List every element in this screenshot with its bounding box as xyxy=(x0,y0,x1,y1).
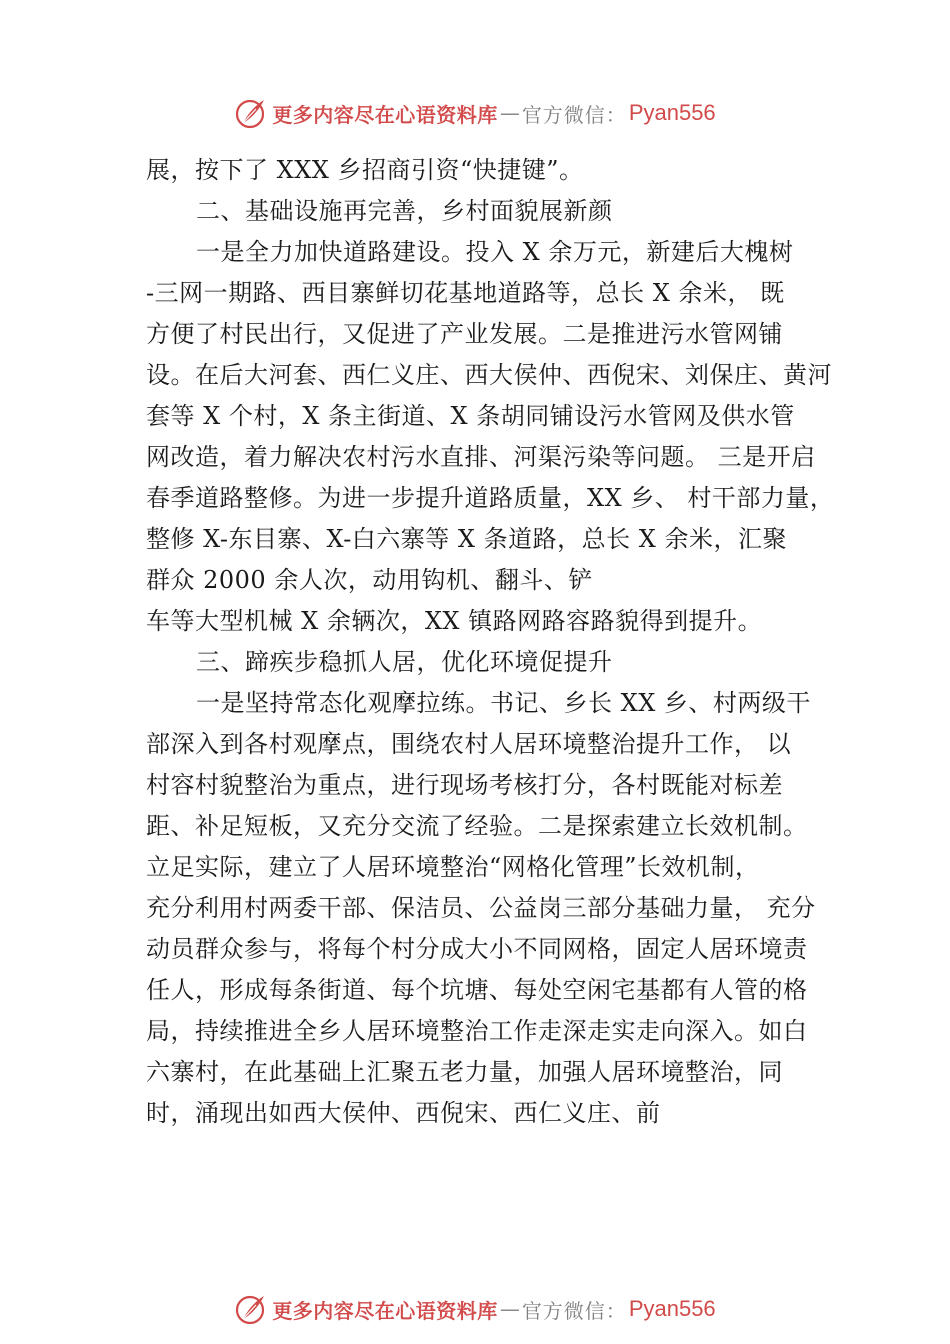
watermark-header xyxy=(0,93,950,133)
body-line: 车等大型机械 X 余辆次，XX 镇路网路容路貌得到提升。 xyxy=(146,607,763,635)
body-line: 距、补足短板，又充分交流了经验。二是探索建立长效机制。 xyxy=(146,812,808,840)
watermark-lead: 更多内容尽在心语资料库 xyxy=(272,1298,498,1323)
body-line: -三网一期路、西目寨鲜切花基地道路等，总长 X 余米， 既 xyxy=(146,279,785,307)
watermark-wechat-id: Pyan556 xyxy=(628,100,716,125)
watermark-wechat-id: Pyan556 xyxy=(628,1296,716,1321)
feather-logo-icon xyxy=(234,1292,268,1326)
section-heading-3: 三、蹄疾步稳抓人居，优化环境促提升 xyxy=(196,648,613,676)
document-body xyxy=(146,150,835,1134)
watermark-footer xyxy=(0,1289,950,1329)
body-line: 整修 X-东目寨、X-白六寨等 X 条道路，总长 X 余米，汇聚 xyxy=(146,525,787,553)
watermark-wechat-label: 官方微信： xyxy=(521,1298,627,1323)
body-line: 六寨村，在此基础上汇聚五老力量，加强人居环境整治，同 xyxy=(146,1058,783,1086)
watermark-wechat-label: 官方微信： xyxy=(521,102,627,127)
body-line: 动员群众参与，将每个村分成大小不同网格，固定人居环境责 xyxy=(146,935,808,963)
watermark-dash: — xyxy=(499,1297,520,1321)
watermark-dash: — xyxy=(499,101,520,125)
body-line: 春季道路整修。为进一步提升道路质量，XX 乡、 村干部力量， xyxy=(146,484,835,512)
feather-logo-icon xyxy=(234,96,268,130)
body-line: 群众 2000 余人次，动用钩机、翻斗、铲 xyxy=(146,566,593,594)
body-line: 一是全力加快道路建设。投入 X 余万元，新建后大槐树 xyxy=(196,238,794,266)
body-line: 方便了村民出行，又促进了产业发展。二是推进污水管网铺 xyxy=(146,320,783,348)
body-line: 立足实际，建立了人居环境整治“网格化管理”长效机制， xyxy=(146,853,760,881)
body-line: 设。在后大河套、西仁义庄、西大侯仲、西倪宋、刘保庄、黄河 xyxy=(146,361,832,389)
body-line: 任人，形成每条街道、每个坑塘、每处空闲宅基都有人管的格 xyxy=(146,976,808,1004)
body-line: 时，涌现出如西大侯仲、西倪宋、西仁义庄、前 xyxy=(146,1099,661,1127)
section-heading-2: 二、基础设施再完善，乡村面貌展新颜 xyxy=(196,197,613,225)
body-line: 充分利用村两委干部、保洁员、公益岗三部分基础力量， 充分 xyxy=(146,894,816,922)
body-line: 一是坚持常态化观摩拉练。书记、乡长 XX 乡、村两级干 xyxy=(196,689,811,717)
body-line: 村容村貌整治为重点，进行现场考核打分，各村既能对标差 xyxy=(146,771,783,799)
body-line: 局，持续推进全乡人居环境整治工作走深走实走向深入。如白 xyxy=(146,1017,808,1045)
body-line: 套等 X 个村，X 条主街道、X 条胡同铺设污水管网及供水管 xyxy=(146,402,795,430)
body-line: 网改造，着力解决农村污水直排、河渠污染等问题。 三是开启 xyxy=(146,443,816,471)
watermark-lead: 更多内容尽在心语资料库 xyxy=(272,102,498,127)
body-line: 展，按下了 XXX 乡招商引资“快捷键”。 xyxy=(146,156,584,184)
body-line: 部深入到各村观摩点，围绕农村人居环境整治提升工作， 以 xyxy=(146,730,792,758)
